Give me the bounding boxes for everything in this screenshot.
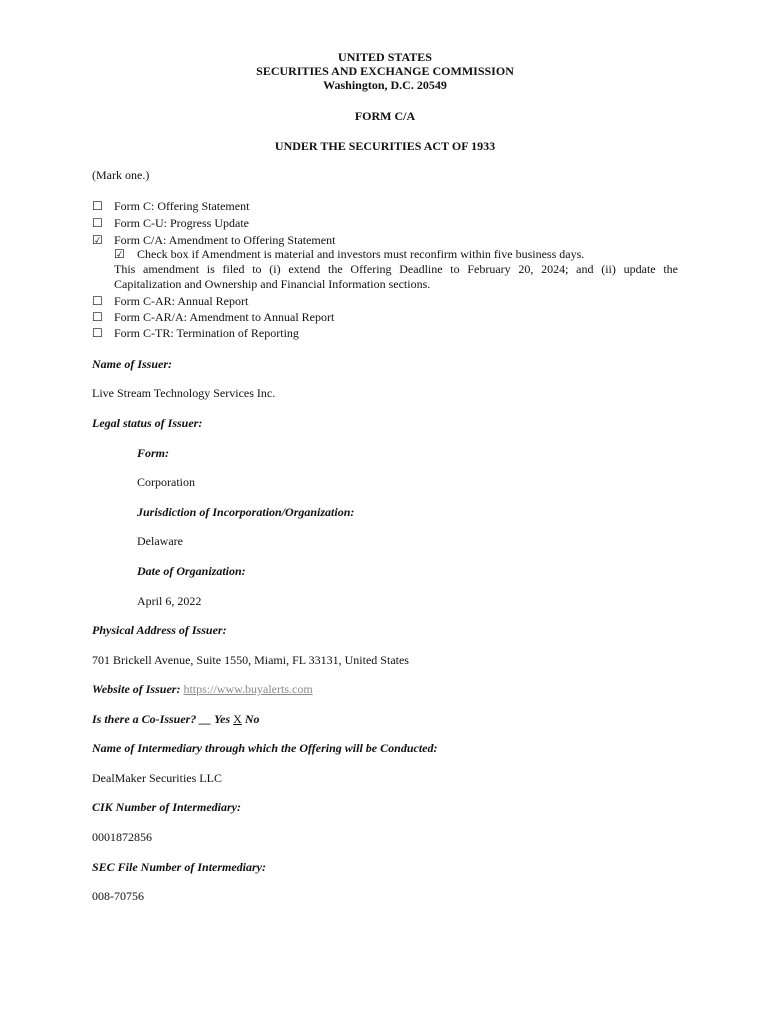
co-issuer-no-label: No	[244, 712, 260, 726]
securities-act-heading: UNDER THE SECURITIES ACT OF 1933	[274, 139, 496, 153]
checkbox-form-ca[interactable]: ☑	[92, 233, 103, 247]
form-label: Form:	[137, 446, 170, 460]
option-form-ca-label: Form C/A: Amendment to Offering Statement	[114, 233, 336, 247]
mark-one-instruction: (Mark one.)	[92, 168, 150, 182]
cik-label: CIK Number of Intermediary:	[92, 800, 242, 814]
co-issuer-question: Is there a Co-Issuer?	[92, 712, 197, 726]
cik-value: 0001872856	[92, 830, 152, 844]
legal-status-label: Legal status of Issuer:	[92, 416, 203, 430]
material-amendment-label: Check box if Amendment is material and investors must reconfirm within five business days.	[137, 247, 585, 261]
header-location: Washington, D.C. 20549	[323, 78, 447, 92]
physical-address-value: 701 Brickell Avenue, Suite 1550, Miami, FL 33131, United States	[92, 653, 409, 667]
amendment-purpose-line1: This amendment is filed to (i) extend the Offering Deadline to February 20, 2024; and (ii) update the	[114, 262, 678, 276]
header-country: UNITED STATES	[338, 50, 432, 64]
issuer-name-label: Name of Issuer:	[92, 357, 172, 371]
organization-date-label: Date of Organization:	[137, 564, 246, 578]
co-issuer-yes-label: Yes	[214, 712, 231, 726]
option-form-ctr-label: Form C-TR: Termination of Reporting	[114, 326, 299, 340]
form-value: Corporation	[137, 475, 195, 489]
checkbox-material-amendment[interactable]: ☑	[114, 247, 125, 261]
sec-file-number-label: SEC File Number of Intermediary:	[92, 860, 267, 874]
jurisdiction-value: Delaware	[137, 534, 183, 548]
amendment-purpose-line2: Capitalization and Ownership and Financial Information sections.	[114, 277, 431, 291]
form-title: FORM C/A	[354, 109, 416, 123]
checkbox-form-c[interactable]: ☐	[92, 199, 103, 213]
option-form-cara-label: Form C-AR/A: Amendment to Annual Report	[114, 310, 335, 324]
website-link[interactable]: https://www.buyalerts.com	[183, 682, 313, 696]
checkbox-form-cara[interactable]: ☐	[92, 310, 103, 324]
header-agency: SECURITIES AND EXCHANGE COMMISSION	[256, 64, 514, 78]
option-form-c-label: Form C: Offering Statement	[114, 199, 250, 213]
issuer-name-value: Live Stream Technology Services Inc.	[92, 386, 276, 400]
co-issuer-no-mark: X	[233, 712, 242, 726]
intermediary-name-value: DealMaker Securities LLC	[92, 771, 222, 785]
co-issuer-yes-blank: __	[199, 712, 212, 726]
intermediary-name-label: Name of Intermediary through which the Offering will be Conducted:	[92, 741, 438, 755]
co-issuer-row	[92, 712, 260, 727]
checkbox-form-ctr[interactable]: ☐	[92, 326, 103, 340]
physical-address-label: Physical Address of Issuer:	[92, 623, 227, 637]
website-row	[92, 682, 313, 697]
checkbox-form-car[interactable]: ☐	[92, 294, 103, 308]
checkbox-form-cu[interactable]: ☐	[92, 216, 103, 230]
jurisdiction-label: Jurisdiction of Incorporation/Organization:	[137, 505, 355, 519]
option-form-car-label: Form C-AR: Annual Report	[114, 294, 249, 308]
sec-file-number-value: 008-70756	[92, 889, 144, 903]
organization-date-value: April 6, 2022	[137, 594, 202, 608]
website-label: Website of Issuer:	[92, 682, 181, 696]
option-form-cu-label: Form C-U: Progress Update	[114, 216, 249, 230]
